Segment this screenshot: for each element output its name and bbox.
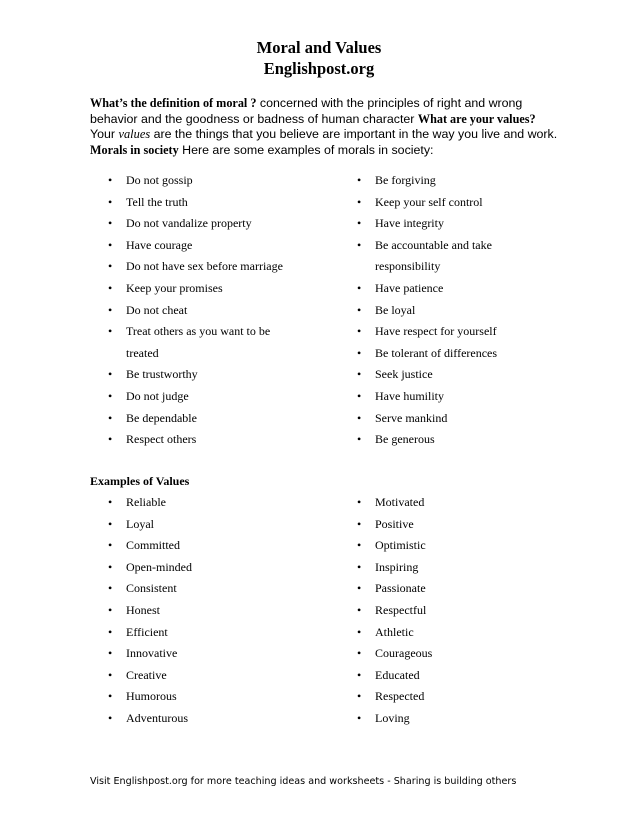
values-answer-prefix: Your [90, 127, 119, 142]
list-item: • Seek justice [357, 364, 517, 386]
values-question: What are your values? [417, 111, 536, 126]
list-item: • Be loyal [357, 300, 517, 322]
list-item: • Humorous [108, 686, 298, 708]
list-item: • Motivated [357, 492, 517, 514]
list-item: • Do not gossip [108, 170, 298, 192]
list-item: • Optimistic [357, 535, 517, 557]
values-italic-word: values [118, 127, 151, 142]
list-item: • Consistent [108, 578, 298, 600]
list-item: • Honest [108, 600, 298, 622]
list-item: • Innovative [108, 643, 298, 665]
list-item: • Respected [357, 686, 517, 708]
list-item: • Reliable [108, 492, 298, 514]
definition-question: What’s the definition of moral ? [90, 96, 257, 110]
values-heading: Examples of Values [90, 474, 190, 488]
list-item: • Inspiring [357, 557, 517, 579]
list-item: • Positive [357, 514, 517, 536]
values-list-right [357, 492, 517, 730]
list-item: • Efficient [108, 622, 298, 644]
morals-society-heading: Morals in society [90, 142, 179, 157]
list-item: • Passionate [357, 578, 517, 600]
list-item: • Respect others [108, 429, 298, 451]
list-item: • Be dependable [108, 408, 298, 430]
list-item: • Have integrity [357, 213, 517, 235]
morals-list-right [357, 170, 517, 451]
list-item: • Have respect for yourself [357, 321, 517, 343]
list-item: • Do not have sex before marriage [108, 256, 298, 278]
list-item: • Do not cheat [108, 300, 298, 322]
values-list-left [108, 492, 298, 730]
morals-list-left [108, 170, 298, 451]
list-item: • Be generous [357, 429, 517, 451]
list-item: • Have humility [357, 386, 517, 408]
list-item: • Be tolerant of differences [357, 343, 517, 365]
list-item: • Have patience [357, 278, 517, 300]
page-subtitle: Englishpost.org [263, 59, 375, 78]
list-item: • Athletic [357, 622, 517, 644]
list-item: • Keep your promises [108, 278, 298, 300]
list-item: • Do not judge [108, 386, 298, 408]
list-item: • Open-minded [108, 557, 298, 579]
list-item: • Serve mankind [357, 408, 517, 430]
list-item: • Respectful [357, 600, 517, 622]
list-item: • Be trustworthy [108, 364, 298, 386]
list-item: • Creative [108, 665, 298, 687]
list-item: • Adventurous [108, 708, 298, 730]
list-item: • Be forgiving [357, 170, 517, 192]
definition-answer: concerned with the principles of right and wrong behavior and the goodness or badness of human character [90, 96, 523, 126]
list-item: • Committed [108, 535, 298, 557]
list-item: • Tell the truth [108, 192, 298, 214]
list-item: • Courageous [357, 643, 517, 665]
values-answer-suffix: are the things that you believe are important in the way you live and work. [150, 127, 558, 142]
list-item: • Loving [357, 708, 517, 730]
list-item: • Be accountable and take responsibility [357, 235, 517, 278]
page-title: Moral and Values [256, 38, 382, 57]
list-item: • Keep your self control [357, 192, 517, 214]
footer-text: Visit Englishpost.org for more teaching ideas and worksheets - Sharing is building others [90, 776, 517, 787]
intro-paragraph [90, 96, 560, 158]
list-item: • Do not vandalize property [108, 213, 298, 235]
list-item: • Treat others as you want to be treated [108, 321, 298, 364]
list-item: • Have courage [108, 235, 298, 257]
list-item: • Loyal [108, 514, 298, 536]
list-item: • Educated [357, 665, 517, 687]
morals-society-text: Here are some examples of morals in society: [178, 142, 434, 157]
